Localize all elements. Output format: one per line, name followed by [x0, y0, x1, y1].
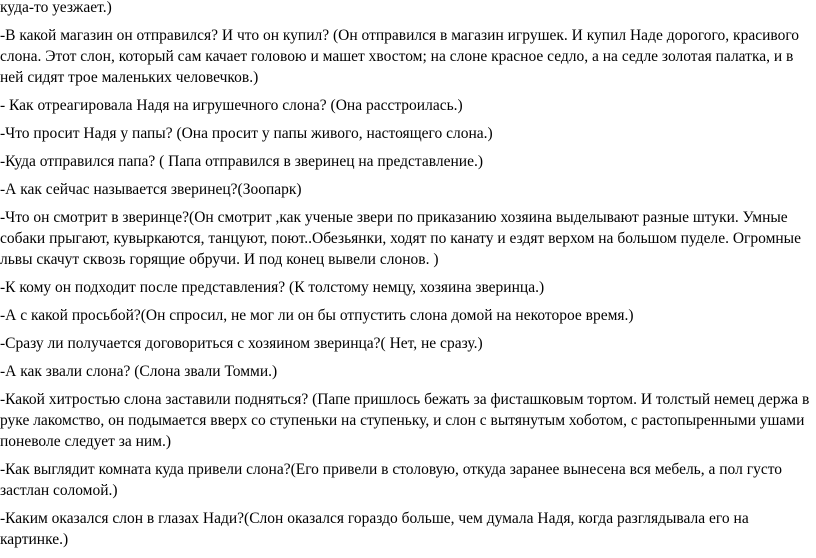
paragraph-13: -Как выглядит комната куда привели слона?(Его привели в столовую, откуда заранее вынесена вся мебель, а пол густо застлан соломой.): [0, 461, 783, 499]
paragraph-2: -В какой магазин он отправился? И что он купил? (Он отправился в магазин игрушек. И купил Наде дорогого, красивого слона. Этот слон, который сам качает головою и машет хвостом; на слоне красное седло, а на седле золотая палатка, и в ней сидят трое маленьких человечков.): [0, 27, 800, 86]
paragraph-8: -К кому он подходит после представления? (К толстому немцу, хозяина зверинца.): [0, 279, 545, 296]
paragraph-3: - Как отреагировала Надя на игрушечного слона? (Она расстроилась.): [0, 97, 463, 114]
paragraph-12: -Какой хитростью слона заставили подняться? (Папе пришлось бежать за фисташковым тортом. И толстый немец держа в руке лакомство, он подымается вверх со ступеньки на ступеньку, и слон с вытянутым хоботом, с растопыренными ушами поневоле следует за ним.): [0, 391, 810, 450]
paragraph-11: -А как звали слона? (Слона звали Томми.): [0, 363, 278, 380]
paragraph-14: -Каким оказался слон в глазах Нади?(Слон оказался гораздо больше, чем думала Надя, когда разглядывала его на картинке.): [0, 510, 749, 548]
paragraph-6: -А как сейчас называется зверинец?(Зоопарк): [0, 181, 302, 198]
paragraph-5: -Куда отправился папа? ( Папа отправился в зверинец на представление.): [0, 153, 483, 170]
paragraph-7: -Что он смотрит в зверинце?(Он смотрит ,как ученые звери по приказанию хозяина выделывают разные штуки. Умные собаки прыгают, кувыркаются, танцуют, поют..Обезьянки, ходят по канату и ездят верхом на большом пуделе. Огромные львы скачут сквозь горящие обручи. И под конец вывели слонов. ): [0, 209, 801, 268]
paragraph-1: куда-то уезжает.): [0, 0, 112, 16]
paragraph-9: -А с какой просьбой?(Он спросил, не мог ли он бы отпустить слона домой на некоторое время.): [0, 307, 634, 324]
paragraph-4: -Что просит Надя у папы? (Она просит у папы живого, настоящего слона.): [0, 125, 493, 142]
paragraph-10: -Сразу ли получается договориться с хозяином зверинца?( Нет, не сразу.): [0, 335, 483, 352]
